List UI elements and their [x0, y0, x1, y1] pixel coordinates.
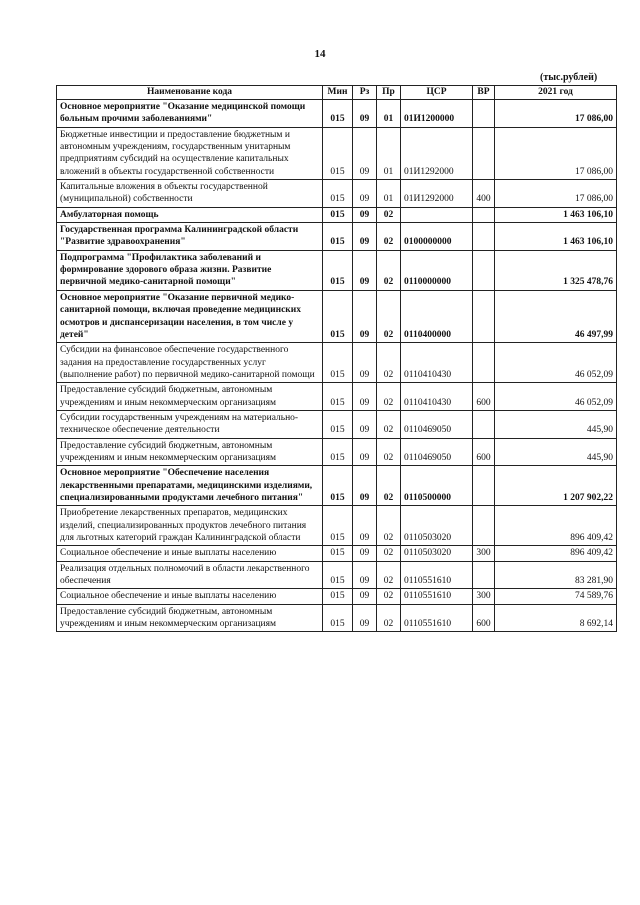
row-amount: 896 409,42	[495, 506, 617, 546]
row-min: 015	[323, 180, 353, 208]
table-row	[57, 223, 617, 251]
row-amount: 17 086,00	[495, 127, 617, 179]
row-name: Приобретение лекарственных препаратов, медицинских изделий, специализированных продуктов лечебного питания для льготных категорий граждан Калининградской области	[57, 506, 323, 546]
row-pr: 02	[377, 506, 401, 546]
table-row	[57, 561, 617, 589]
row-vr: 600	[473, 438, 495, 466]
row-min: 015	[323, 383, 353, 411]
row-vr	[473, 223, 495, 251]
row-csr: 0110400000	[401, 290, 473, 342]
row-rz: 09	[353, 383, 377, 411]
row-pr: 02	[377, 604, 401, 632]
row-min: 015	[323, 506, 353, 546]
row-name: Амбулаторная помощь	[57, 207, 323, 222]
row-amount: 445,90	[495, 410, 617, 438]
header-name: Наименование кода	[57, 86, 323, 100]
row-amount: 1 207 902,22	[495, 466, 617, 506]
row-name: Основное мероприятие "Оказание медицинской помощи больным прочими заболеваниями"	[57, 100, 323, 128]
header-vr: ВР	[473, 86, 495, 100]
row-vr: 300	[473, 589, 495, 604]
row-rz: 09	[353, 223, 377, 251]
row-vr	[473, 100, 495, 128]
table-row	[57, 180, 617, 208]
row-min: 015	[323, 207, 353, 222]
row-amount: 1 325 478,76	[495, 250, 617, 290]
row-amount: 46 052,09	[495, 343, 617, 383]
header-csr: ЦСР	[401, 86, 473, 100]
row-pr: 02	[377, 250, 401, 290]
row-csr: 0110551610	[401, 589, 473, 604]
row-name: Основное мероприятие "Оказание первичной медико-санитарной помощи, включая проведение медицинских осмотров и диспансеризации населения, в том числе у детей"	[57, 290, 323, 342]
row-vr	[473, 561, 495, 589]
table-row	[57, 290, 617, 342]
row-vr	[473, 410, 495, 438]
row-name: Субсидии на финансовое обеспечение государственного задания на предоставление государственных услуг (выполнение работ) по первичной медико-санитарной помощи	[57, 343, 323, 383]
row-pr: 02	[377, 410, 401, 438]
row-amount: 8 692,14	[495, 604, 617, 632]
table-row	[57, 207, 617, 222]
row-min: 015	[323, 223, 353, 251]
row-amount: 445,90	[495, 438, 617, 466]
row-min: 015	[323, 561, 353, 589]
row-min: 015	[323, 438, 353, 466]
row-min: 015	[323, 604, 353, 632]
table-row	[57, 466, 617, 506]
row-rz: 09	[353, 604, 377, 632]
row-amount: 1 463 106,10	[495, 223, 617, 251]
row-name: Предоставление субсидий бюджетным, автономным учреждениям и иным некоммерческим организациям	[57, 438, 323, 466]
row-amount: 17 086,00	[495, 100, 617, 128]
units-label: (тыс.рублей)	[540, 72, 598, 83]
row-name: Подпрограмма "Профилактика заболеваний и формирование здорового образа жизни. Развитие первичной медико-санитарной помощи"	[57, 250, 323, 290]
row-pr: 02	[377, 343, 401, 383]
row-rz: 09	[353, 410, 377, 438]
row-csr: 01И1292000	[401, 180, 473, 208]
row-amount: 46 052,09	[495, 383, 617, 411]
row-csr: 0110410430	[401, 383, 473, 411]
row-name: Предоставление субсидий бюджетным, автономным учреждениям и иным некоммерческим организациям	[57, 383, 323, 411]
row-amount: 74 589,76	[495, 589, 617, 604]
table-row	[57, 604, 617, 632]
row-min: 015	[323, 466, 353, 506]
row-vr	[473, 506, 495, 546]
row-vr	[473, 290, 495, 342]
row-rz: 09	[353, 561, 377, 589]
row-rz: 09	[353, 506, 377, 546]
row-name: Реализация отдельных полномочий в области лекарственного обеспечения	[57, 561, 323, 589]
row-rz: 09	[353, 100, 377, 128]
table-row	[57, 506, 617, 546]
row-rz: 09	[353, 250, 377, 290]
row-csr: 0110469050	[401, 410, 473, 438]
row-amount: 1 463 106,10	[495, 207, 617, 222]
row-vr	[473, 207, 495, 222]
row-csr: 0110410430	[401, 343, 473, 383]
row-rz: 09	[353, 589, 377, 604]
row-pr: 01	[377, 180, 401, 208]
row-rz: 09	[353, 546, 377, 561]
header-min: Мин	[323, 86, 353, 100]
table-header-row	[57, 86, 617, 100]
header-pr: Пр	[377, 86, 401, 100]
row-pr: 02	[377, 223, 401, 251]
row-min: 015	[323, 250, 353, 290]
row-min: 015	[323, 290, 353, 342]
row-name: Предоставление субсидий бюджетным, автономным учреждениям и иным некоммерческим организациям	[57, 604, 323, 632]
row-csr: 01И1200000	[401, 100, 473, 128]
row-csr: 0110000000	[401, 250, 473, 290]
table-row	[57, 127, 617, 179]
row-name: Социальное обеспечение и иные выплаты населению	[57, 589, 323, 604]
row-name: Субсидии государственным учреждениям на материально-техническое обеспечение деятельности	[57, 410, 323, 438]
table-row	[57, 100, 617, 128]
row-pr: 02	[377, 383, 401, 411]
row-rz: 09	[353, 180, 377, 208]
row-csr: 0110503020	[401, 546, 473, 561]
row-rz: 09	[353, 466, 377, 506]
row-name: Основное мероприятие "Обеспечение населения лекарственными препаратами, медицинскими изделиями, специализированными продуктами лечебного питания"	[57, 466, 323, 506]
row-vr	[473, 343, 495, 383]
row-csr: 0110503020	[401, 506, 473, 546]
row-pr: 02	[377, 589, 401, 604]
row-pr: 02	[377, 290, 401, 342]
budget-table	[56, 85, 617, 632]
row-vr: 400	[473, 180, 495, 208]
header-year: 2021 год	[495, 86, 617, 100]
row-name: Бюджетные инвестиции и предоставление бюджетным и автономным учреждениям, государственным унитарным предприятиям субсидий на осуществление капитальных вложений в объекты государственной собственности	[57, 127, 323, 179]
row-min: 015	[323, 410, 353, 438]
row-csr	[401, 207, 473, 222]
row-pr: 01	[377, 100, 401, 128]
table-row	[57, 589, 617, 604]
row-pr: 02	[377, 561, 401, 589]
row-csr: 0110551610	[401, 604, 473, 632]
page-number: 14	[314, 48, 326, 60]
row-min: 015	[323, 343, 353, 383]
row-pr: 02	[377, 207, 401, 222]
header-rz: Рз	[353, 86, 377, 100]
table-row	[57, 438, 617, 466]
row-name: Капитальные вложения в объекты государственной (муниципальной) собственности	[57, 180, 323, 208]
row-name: Социальное обеспечение и иные выплаты населению	[57, 546, 323, 561]
row-rz: 09	[353, 438, 377, 466]
row-vr	[473, 250, 495, 290]
row-pr: 02	[377, 546, 401, 561]
table-row	[57, 250, 617, 290]
row-amount: 46 497,99	[495, 290, 617, 342]
row-rz: 09	[353, 290, 377, 342]
row-vr: 300	[473, 546, 495, 561]
table-row	[57, 383, 617, 411]
row-amount: 17 086,00	[495, 180, 617, 208]
row-csr: 0110551610	[401, 561, 473, 589]
table-row	[57, 546, 617, 561]
row-name: Государственная программа Калининградской области "Развитие здравоохранения"	[57, 223, 323, 251]
row-csr: 01И1292000	[401, 127, 473, 179]
row-vr	[473, 466, 495, 506]
row-amount: 896 409,42	[495, 546, 617, 561]
row-amount: 83 281,90	[495, 561, 617, 589]
row-pr: 02	[377, 466, 401, 506]
row-min: 015	[323, 546, 353, 561]
row-vr	[473, 127, 495, 179]
row-csr: 0110469050	[401, 438, 473, 466]
row-rz: 09	[353, 207, 377, 222]
row-pr: 02	[377, 438, 401, 466]
row-min: 015	[323, 127, 353, 179]
row-vr: 600	[473, 604, 495, 632]
row-rz: 09	[353, 127, 377, 179]
table-row	[57, 343, 617, 383]
row-min: 015	[323, 589, 353, 604]
row-vr: 600	[473, 383, 495, 411]
row-csr: 0100000000	[401, 223, 473, 251]
row-rz: 09	[353, 343, 377, 383]
row-csr: 0110500000	[401, 466, 473, 506]
row-pr: 01	[377, 127, 401, 179]
row-min: 015	[323, 100, 353, 128]
table-row	[57, 410, 617, 438]
